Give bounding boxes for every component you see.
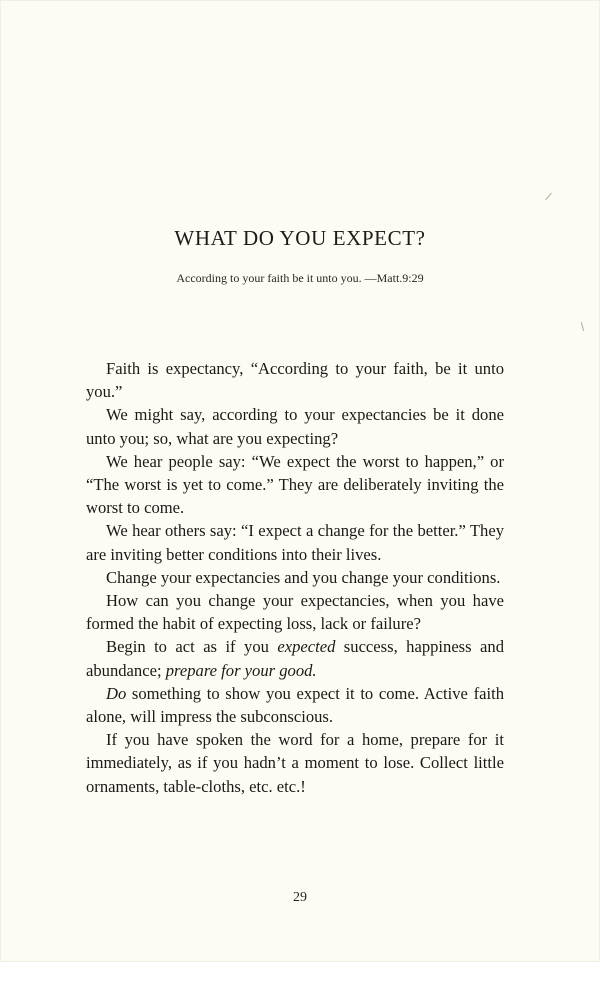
paragraph: Faith is expectancy, “According to your faith, be it unto you.” bbox=[86, 359, 504, 402]
chapter-body bbox=[86, 357, 504, 798]
paragraph bbox=[86, 682, 504, 728]
chapter-title: WHAT DO YOU EXPECT? bbox=[174, 226, 426, 250]
paragraph bbox=[86, 635, 504, 681]
paragraph: We might say, according to your expectancies be it done unto you; so, what are you expecting? bbox=[86, 405, 504, 448]
paragraph-text: success, happiness and abundance; bbox=[86, 637, 504, 680]
paragraph-text: something to show you expect it to come. Active faith alone, will impress the subconscious. bbox=[86, 683, 504, 727]
paragraph: Change your expectancies and you change your conditions. bbox=[106, 567, 501, 587]
paragraph: How can you change your expectancies, when you have formed the habit of expecting loss, lack or failure? bbox=[86, 591, 504, 634]
emphasis-expected: expected bbox=[277, 637, 336, 657]
paragraph: We hear others say: “I expect a change for the better.” They are inviting better conditions into their lives. bbox=[86, 521, 504, 564]
emphasis-do: Do bbox=[106, 683, 127, 703]
page-number: 29 bbox=[293, 890, 307, 905]
epigraph: According to your faith be it unto you. —Matt.9:29 bbox=[176, 271, 424, 285]
paper-speck bbox=[545, 193, 552, 201]
paragraph: If you have spoken the word for a home, prepare for it immediately, as if you hadn’t a moment to lose. Collect little ornaments, table-cloths, etc. etc.! bbox=[86, 730, 504, 796]
paper-speck bbox=[581, 322, 584, 331]
emphasis-prepare: prepare for your good. bbox=[165, 660, 317, 680]
paragraph: We hear people say: “We expect the worst to happen,” or “The worst is yet to come.” They are deliberately inviting the worst to come. bbox=[86, 451, 504, 518]
paragraph-text: Begin to act as if you bbox=[106, 637, 278, 657]
